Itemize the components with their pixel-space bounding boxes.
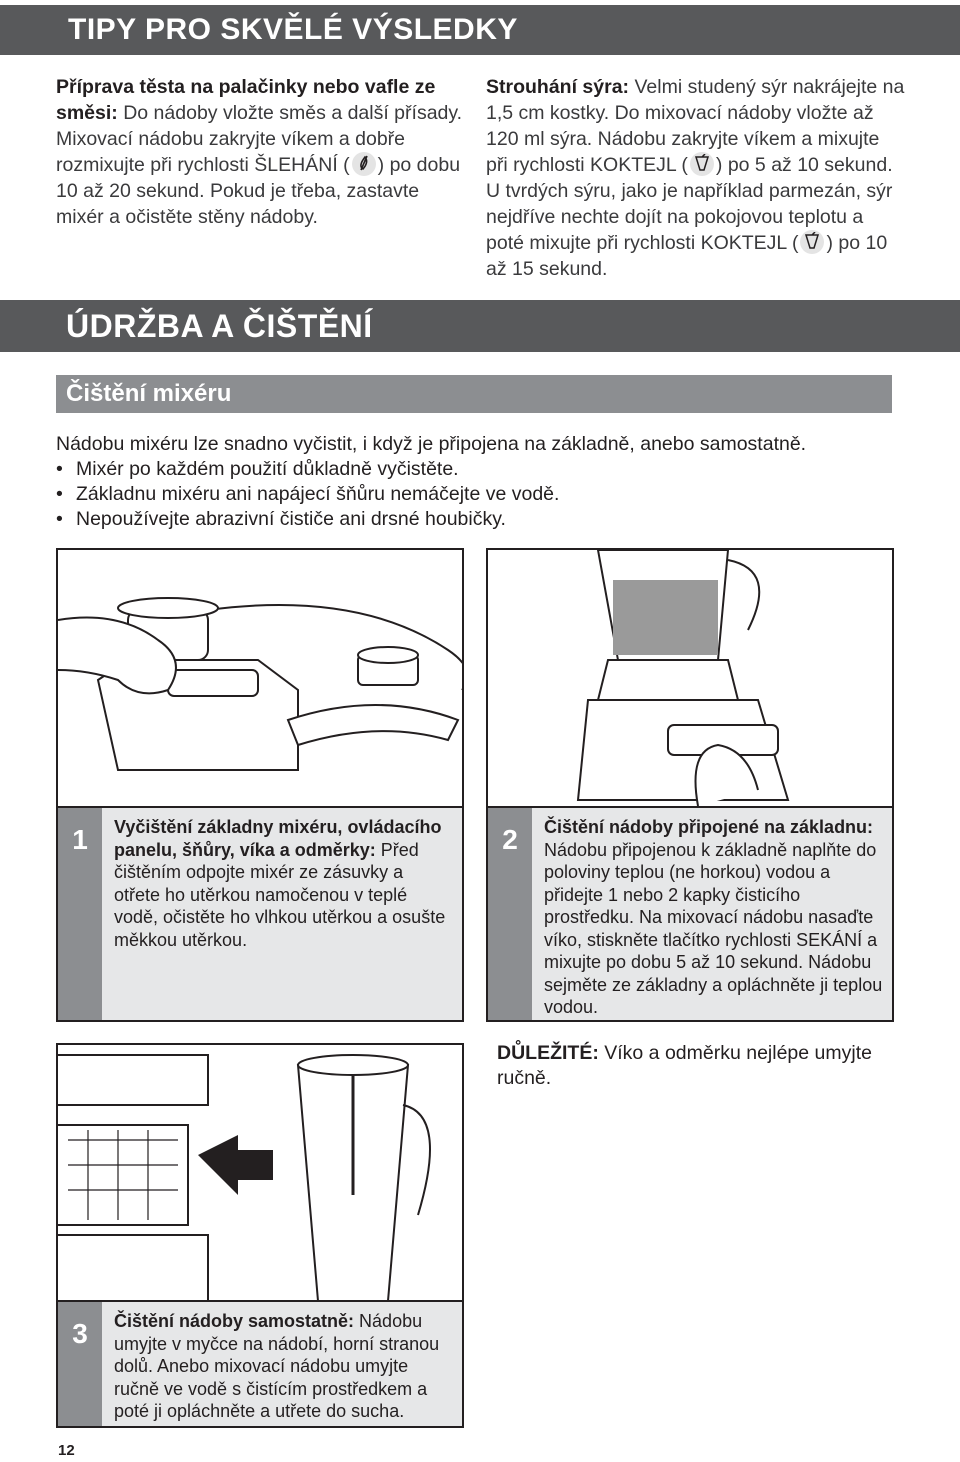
tip-text-end: ) po dobu 10 až 20 sekund. Pokud je třeba, zastavte mixér a očistěte stěny nádoby. (56, 154, 461, 228)
section-title: ÚDRŽBA A ČIŠTĚNÍ (66, 308, 373, 344)
step-3-panel (56, 1300, 464, 1428)
illustration-blender-water (486, 548, 894, 806)
bullet-list (56, 457, 936, 532)
cocktail-icon (800, 230, 824, 254)
section-header-tips (0, 5, 960, 55)
tip-text-mid: ) po 5 až 10 sekund. U tvrdých sýru, jako je například parmezán, sýr nejdříve nechte dojít na pokojovou teplotu a poté mixujte při rychlosti KOKTEJL ( (486, 154, 893, 254)
step-text (114, 816, 454, 951)
list-item: • Základnu mixéru ani napájecí šňůru nemáčejte ve vodě. (56, 482, 936, 507)
tip-text: Do nádoby vložte směs a další přísady. Mixovací nádobu zakryjte víkem a dobře rozmixujte při rychlosti ŠLEHÁNÍ ( (56, 102, 463, 176)
step-text (544, 816, 884, 1019)
tip-pancake-batter (56, 74, 466, 230)
step-2-panel (486, 806, 894, 1022)
step-title: Čištění nádoby samostatně: (114, 1311, 355, 1331)
step-text (114, 1310, 454, 1423)
step-body: Nádobu umyjte v myčce na nádobí, horní stranou dolů. Anebo mixovací nádobu umyjte ručně ve vodě s čistícím prostředkem a poté ji opláchněte a utřete do sucha. (114, 1311, 440, 1421)
tip-title: Příprava těsta na palačinky nebo vafle ze směsi: (56, 76, 436, 124)
intro-text: Nádobu mixéru lze snadno vyčistit, i když je připojena na základně, anebo samostatně. (56, 433, 807, 455)
step-number: 2 (488, 808, 532, 1020)
whisk-icon (352, 152, 376, 176)
tip-text: Velmi studený sýr nakrájejte na 1,5 cm kostky. Do mixovací nádoby vložte až 120 ml sýra. Nádobu zakryjte víkem a mixujte při rychlosti KOKTEJL ( (486, 76, 905, 176)
step-body: Před čištěním odpojte mixér ze zásuvky a otřete ho utěrkou namočenou v teplé vodě, očistěte ho vlhkou utěrkou a osušte měkkou utěrkou. (114, 839, 446, 950)
list-item: • Mixér po každém použití důkladně vyčistěte. (56, 457, 936, 482)
important-label: DŮLEŽITÉ: (497, 1042, 599, 1064)
cocktail-icon (690, 152, 714, 176)
section-header-maintenance (0, 300, 960, 352)
step-title: Vyčištění základny mixéru, ovládacího panelu, šňůry, víka a odměrky: (114, 817, 442, 860)
tip-text-end: ) po 10 až 15 sekund. (486, 232, 888, 280)
illustration-dishwasher (56, 1043, 464, 1301)
page-number: 12 (58, 1442, 75, 1459)
illustration-wipe-base (56, 548, 464, 806)
tip-title: Strouhání sýra: (486, 76, 630, 98)
tip-grating-cheese (486, 74, 906, 282)
important-text: Víko a odměrku nejlépe umyjte ručně. (497, 1042, 872, 1089)
step-number: 3 (58, 1302, 102, 1426)
subsection-title: Čištění mixéru (66, 380, 232, 407)
list-item: • Nepoužívejte abrazivní čističe ani drsné houbičky. (56, 507, 936, 532)
important-note (497, 1041, 897, 1091)
step-number: 1 (58, 808, 102, 1020)
step-body: Nádobu připojenou k základně naplňte do poloviny teplou (ne horkou) vodou a přidejte 1 nebo 2 kapky čisticího prostředku. Na mixovací nádobu nasaďte víko, stiskněte tlačítko rychlosti SEKÁNÍ a mixujte po dobu 5 až 10 sekund. Nádobu sejměte ze základny a opláchněte ji teplou vodou. (544, 839, 883, 1017)
cleaning-intro (56, 432, 936, 532)
subsection-header (56, 375, 892, 413)
step-title: Čištění nádoby připojené na základnu: (544, 817, 874, 837)
step-1-panel (56, 806, 464, 1022)
page-title: TIPY PRO SKVĚLÉ VÝSLEDKY (68, 13, 518, 46)
